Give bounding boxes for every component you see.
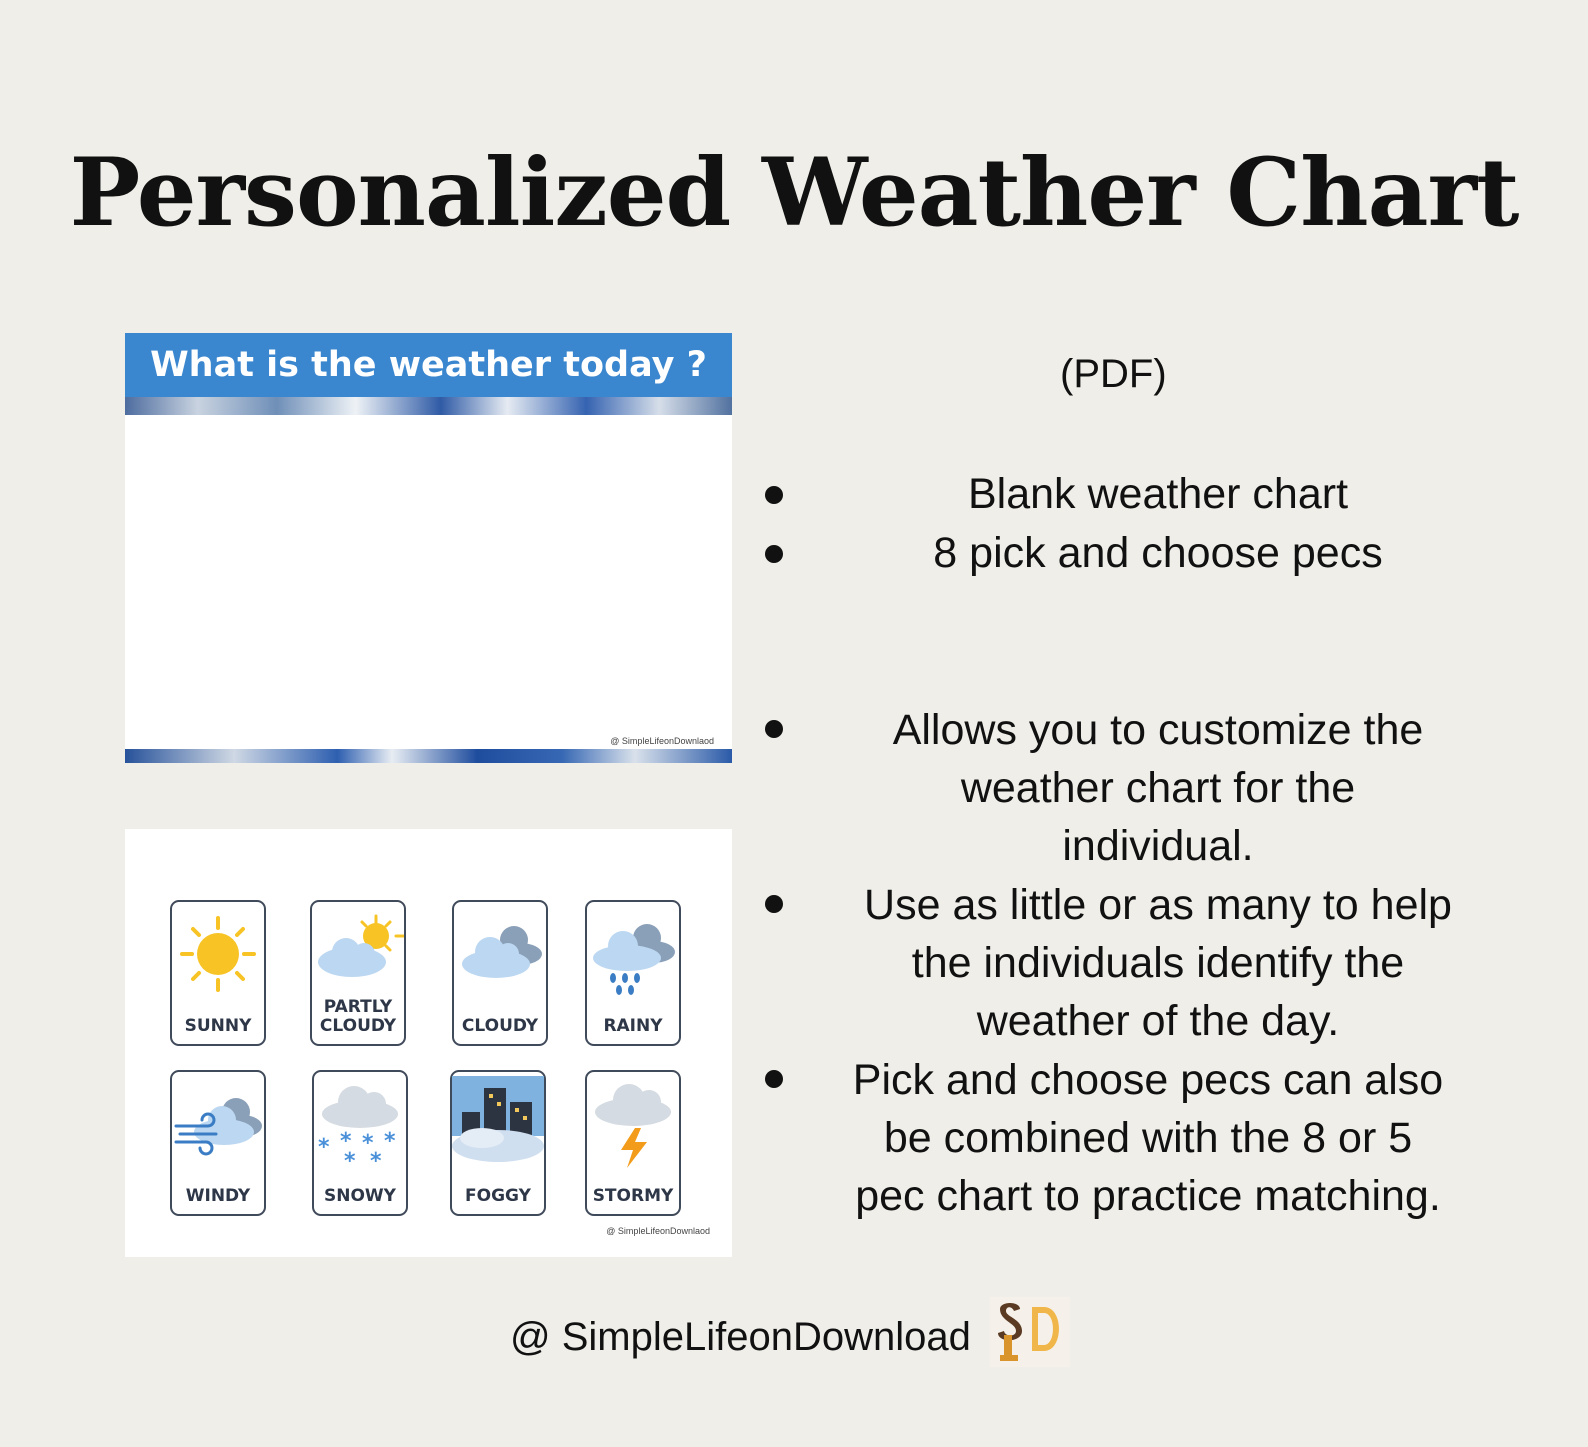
bullet-text-use: Use as little or as many to help the individuals identify the weather of the day. xyxy=(864,881,1452,1045)
format-label: (PDF) xyxy=(1060,352,1167,396)
svg-text:*: * xyxy=(370,1149,382,1174)
wind-icon xyxy=(172,1076,264,1176)
bullet-dot xyxy=(765,720,775,730)
svg-text:*: * xyxy=(362,1131,374,1156)
pec-label: WINDY xyxy=(185,1186,251,1206)
cloud-banner-bottom xyxy=(125,749,732,763)
bullet-text-pecs: 8 pick and choose pecs xyxy=(933,529,1383,577)
pec-label: STORMY xyxy=(592,1186,674,1206)
pec-card-sunny xyxy=(170,900,266,1046)
bullet-text-blank-chart: Blank weather chart xyxy=(967,470,1349,518)
pec-label: SNOWY xyxy=(324,1186,396,1206)
pec-label: RAINY xyxy=(603,1016,663,1036)
snow-cloud-icon xyxy=(314,1076,406,1176)
fog-city-icon xyxy=(452,1076,544,1176)
pec-label: CLOUDY xyxy=(461,1016,539,1036)
svg-text:*: * xyxy=(340,1129,352,1154)
storm-cloud-icon xyxy=(587,1076,679,1176)
cloud-icon xyxy=(454,906,546,1006)
bullet-text-customize: Allows you to customize the weather chart for the individual. xyxy=(892,706,1424,870)
bullet-dot xyxy=(765,486,775,496)
pec-card-partly-cloudy xyxy=(310,900,406,1046)
pec-card-cloudy xyxy=(452,900,548,1046)
pec-label: FOGGY xyxy=(465,1186,531,1206)
pec-card-windy xyxy=(170,1070,266,1216)
pec-label: SUNNY xyxy=(184,1016,252,1036)
pec-card-rainy xyxy=(585,900,681,1046)
partly-cloudy-icon xyxy=(312,906,404,1006)
svg-text:*: * xyxy=(344,1149,356,1174)
pec-card-snowy xyxy=(312,1070,408,1216)
pec-label: PARTLY CLOUDY xyxy=(319,997,397,1036)
bullet-dot xyxy=(765,545,775,555)
bullet-dot xyxy=(765,1070,775,1080)
rain-cloud-icon xyxy=(587,906,679,1006)
page-title: Personalized Weather Chart xyxy=(69,138,1519,248)
svg-text:*: * xyxy=(318,1135,330,1160)
bullet-dot xyxy=(765,895,775,905)
blank-chart-preview xyxy=(125,333,732,763)
pecs-preview xyxy=(125,829,732,1257)
chart-heading: What is the weather today ? xyxy=(125,333,732,397)
svg-text:*: * xyxy=(384,1129,396,1154)
pec-card-foggy xyxy=(450,1070,546,1216)
sun-icon xyxy=(172,906,264,1006)
bullet-text-combine: Pick and choose pecs can also be combined with the 8 or 5 pec chart to practice matching. xyxy=(852,1056,1444,1220)
footer-handle: @ SimpleLifeonDownload xyxy=(510,1315,971,1359)
pecs-watermark: @ SimpleLifeonDownlaod xyxy=(606,1226,710,1236)
chart-watermark: @ SimpleLifeonDownlaod xyxy=(610,736,714,746)
pec-card-stormy xyxy=(585,1070,681,1216)
brand-logo-icon xyxy=(990,1297,1070,1367)
cloud-banner-top xyxy=(125,397,732,415)
